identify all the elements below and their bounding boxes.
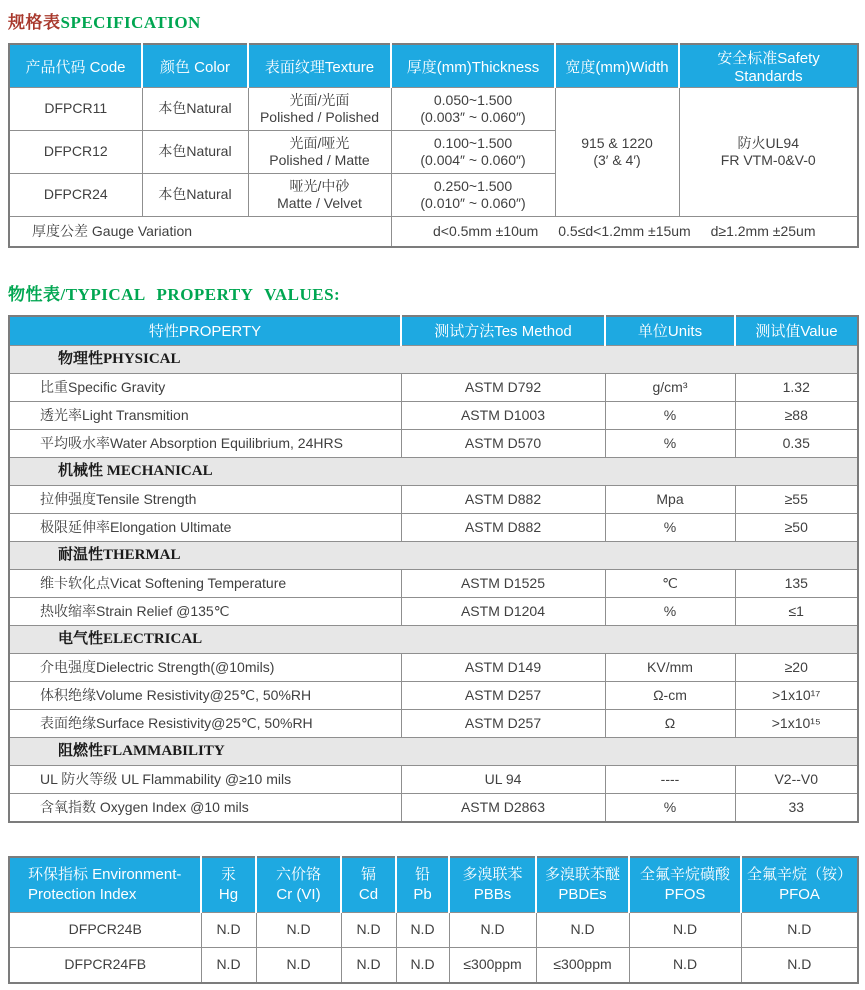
- product-color: 本色Natural: [142, 131, 248, 174]
- test-method: ASTM D792: [401, 374, 605, 402]
- value: ≥50: [735, 514, 858, 542]
- product-code: DFPCR11: [9, 88, 142, 131]
- gauge-variation-row: [9, 217, 858, 247]
- table-row: [9, 430, 858, 458]
- env-value-pfoa: N.D: [741, 948, 858, 983]
- spec-col-header-thickness: 厚度(mm)Thickness: [391, 44, 555, 88]
- test-method: ASTM D1003: [401, 402, 605, 430]
- props-header-row: [9, 316, 858, 346]
- value: >1x10¹⁷: [735, 682, 858, 710]
- env-product-name: DFPCR24FB: [9, 948, 201, 983]
- table-row: [9, 682, 858, 710]
- product-texture: 哑光/中砂 Matte / Velvet: [248, 174, 391, 217]
- env-value-pb: N.D: [396, 948, 449, 983]
- property-name: 介电强度Dielectric Strength(@10mils): [9, 654, 401, 682]
- product-safety-merged: 防火UL94 FR VTM-0&V-0: [679, 88, 858, 217]
- environment-protection-table: [8, 856, 859, 984]
- spec-col-header-width: 宽度(mm)Width: [555, 44, 679, 88]
- table-row: [9, 913, 858, 948]
- product-color: 本色Natural: [142, 174, 248, 217]
- spec-header-row: [9, 44, 858, 88]
- property-name: 热收缩率Strain Relief @135℃: [9, 598, 401, 626]
- table-row: [9, 486, 858, 514]
- table-row: [9, 402, 858, 430]
- value: >1x10¹⁵: [735, 710, 858, 738]
- property-name: 表面绝缘Surface Resistivity@25℃, 50%RH: [9, 710, 401, 738]
- property-name: 拉伸强度Tensile Strength: [9, 486, 401, 514]
- value: 33: [735, 794, 858, 822]
- units: Ω: [605, 710, 735, 738]
- table-row: [9, 766, 858, 794]
- value: 135: [735, 570, 858, 598]
- value: V2--V0: [735, 766, 858, 794]
- value: ≥20: [735, 654, 858, 682]
- section-header-mechanical: 机械性 MECHANICAL: [9, 458, 858, 486]
- gauge-variation-values: d<0.5mm ±10um 0.5≤d<1.2mm ±15um d≥1.2mm ±25um: [391, 217, 858, 247]
- props-col-header-value: 测试值Value: [735, 316, 858, 346]
- test-method: ASTM D2863: [401, 794, 605, 822]
- env-value-pfos: N.D: [629, 948, 741, 983]
- value: ≥88: [735, 402, 858, 430]
- spec-col-header-safety: 安全标准Safety Standards: [679, 44, 858, 88]
- table-row: [9, 514, 858, 542]
- test-method: ASTM D1204: [401, 598, 605, 626]
- env-value-cd: N.D: [341, 948, 396, 983]
- value: ≥55: [735, 486, 858, 514]
- property-values-title: 物性表/TYPICAL PROPERTY VALUES:: [8, 284, 341, 304]
- props-col-header-method: 测试方法Tes Method: [401, 316, 605, 346]
- env-header-row: [9, 857, 858, 913]
- section-header-electrical: 电气性ELECTRICAL: [9, 626, 858, 654]
- units: %: [605, 402, 735, 430]
- table-row: [9, 570, 858, 598]
- env-col-header-cd: 镉 Cd: [341, 857, 396, 913]
- spec-col-header-color: 颜色 Color: [142, 44, 248, 88]
- table-row: [9, 654, 858, 682]
- units: ℃: [605, 570, 735, 598]
- test-method: ASTM D149: [401, 654, 605, 682]
- table-row: [9, 374, 858, 402]
- env-value-pbdes: ≤300ppm: [536, 948, 629, 983]
- product-texture: 光面/哑光 Polished / Matte: [248, 131, 391, 174]
- product-code: DFPCR24: [9, 174, 142, 217]
- env-value-pfoa: N.D: [741, 913, 858, 948]
- env-value-pb: N.D: [396, 913, 449, 948]
- product-thickness: 0.250~1.500 (0.010″ ~ 0.060″): [391, 174, 555, 217]
- property-name: 平均吸水率Water Absorption Equilibrium, 24HRS: [9, 430, 401, 458]
- units: %: [605, 794, 735, 822]
- env-product-name: DFPCR24B: [9, 913, 201, 948]
- property-name: 极限延伸率Elongation Ultimate: [9, 514, 401, 542]
- product-texture: 光面/光面 Polished / Polished: [248, 88, 391, 131]
- spec-col-header-code: 产品代码 Code: [9, 44, 142, 88]
- product-code: DFPCR12: [9, 131, 142, 174]
- section-header-flammability: 阻燃性FLAMMABILITY: [9, 738, 858, 766]
- property-name: 含氧指数 Oxygen Index @10 mils: [9, 794, 401, 822]
- property-name: 比重Specific Gravity: [9, 374, 401, 402]
- product-width-merged: 915 & 1220 (3′ & 4′): [555, 88, 679, 217]
- env-col-header-pbbs: 多溴联苯 PBBs: [449, 857, 536, 913]
- env-value-cr: N.D: [256, 913, 341, 948]
- env-value-hg: N.D: [201, 913, 256, 948]
- env-value-hg: N.D: [201, 948, 256, 983]
- property-name: 透光率Light Transmition: [9, 402, 401, 430]
- props-col-header-property: 特性PROPERTY: [9, 316, 401, 346]
- props-col-header-units: 单位Units: [605, 316, 735, 346]
- product-thickness: 0.050~1.500 (0.003″ ~ 0.060″): [391, 88, 555, 131]
- specification-table: [8, 43, 859, 248]
- env-col-header-hg: 汞 Hg: [201, 857, 256, 913]
- units: KV/mm: [605, 654, 735, 682]
- table-row: [9, 948, 858, 983]
- property-values-table: [8, 315, 859, 823]
- specification-title: [8, 8, 857, 33]
- spec-col-header-texture: 表面纹理Texture: [248, 44, 391, 88]
- env-value-pbbs: ≤300ppm: [449, 948, 536, 983]
- units: %: [605, 430, 735, 458]
- gauge-variation-label: 厚度公差 Gauge Variation: [9, 217, 391, 247]
- units: ----: [605, 766, 735, 794]
- env-value-pfos: N.D: [629, 913, 741, 948]
- test-method: ASTM D882: [401, 486, 605, 514]
- units: %: [605, 514, 735, 542]
- env-value-cr: N.D: [256, 948, 341, 983]
- section-header-physical: 物理性PHYSICAL: [9, 346, 858, 374]
- value: 1.32: [735, 374, 858, 402]
- env-value-pbdes: N.D: [536, 913, 629, 948]
- test-method: ASTM D257: [401, 710, 605, 738]
- table-row: [9, 88, 858, 131]
- specification-title-cn: 规格表: [8, 13, 61, 32]
- env-value-pbbs: N.D: [449, 913, 536, 948]
- test-method: ASTM D570: [401, 430, 605, 458]
- table-row: [9, 710, 858, 738]
- value: 0.35: [735, 430, 858, 458]
- test-method: ASTM D1525: [401, 570, 605, 598]
- table-row: [9, 598, 858, 626]
- section-header-thermal: 耐温性THERMAL: [9, 542, 858, 570]
- test-method: ASTM D882: [401, 514, 605, 542]
- env-col-header-cr: 六价铬 Cr (VI): [256, 857, 341, 913]
- property-name: UL 防火等级 UL Flammability @≥10 mils: [9, 766, 401, 794]
- env-col-header-pfoa: 全氟辛烷（铵） PFOA: [741, 857, 858, 913]
- env-col-header-index: 环保指标 Environment- Protection Index: [9, 857, 201, 913]
- property-name: 体积绝缘Volume Resistivity@25℃, 50%RH: [9, 682, 401, 710]
- test-method: UL 94: [401, 766, 605, 794]
- env-col-header-pbdes: 多溴联苯醚 PBDEs: [536, 857, 629, 913]
- property-name: 维卡软化点Vicat Softening Temperature: [9, 570, 401, 598]
- test-method: ASTM D257: [401, 682, 605, 710]
- units: Ω-cm: [605, 682, 735, 710]
- units: %: [605, 598, 735, 626]
- value: ≤1: [735, 598, 858, 626]
- product-color: 本色Natural: [142, 88, 248, 131]
- env-value-cd: N.D: [341, 913, 396, 948]
- units: g/cm³: [605, 374, 735, 402]
- table-row: [9, 794, 858, 822]
- product-thickness: 0.100~1.500 (0.004″ ~ 0.060″): [391, 131, 555, 174]
- env-col-header-pfos: 全氟辛烷磺酸 PFOS: [629, 857, 741, 913]
- specification-title-en: SPECIFICATION: [60, 13, 201, 32]
- env-col-header-pb: 铅 Pb: [396, 857, 449, 913]
- units: Mpa: [605, 486, 735, 514]
